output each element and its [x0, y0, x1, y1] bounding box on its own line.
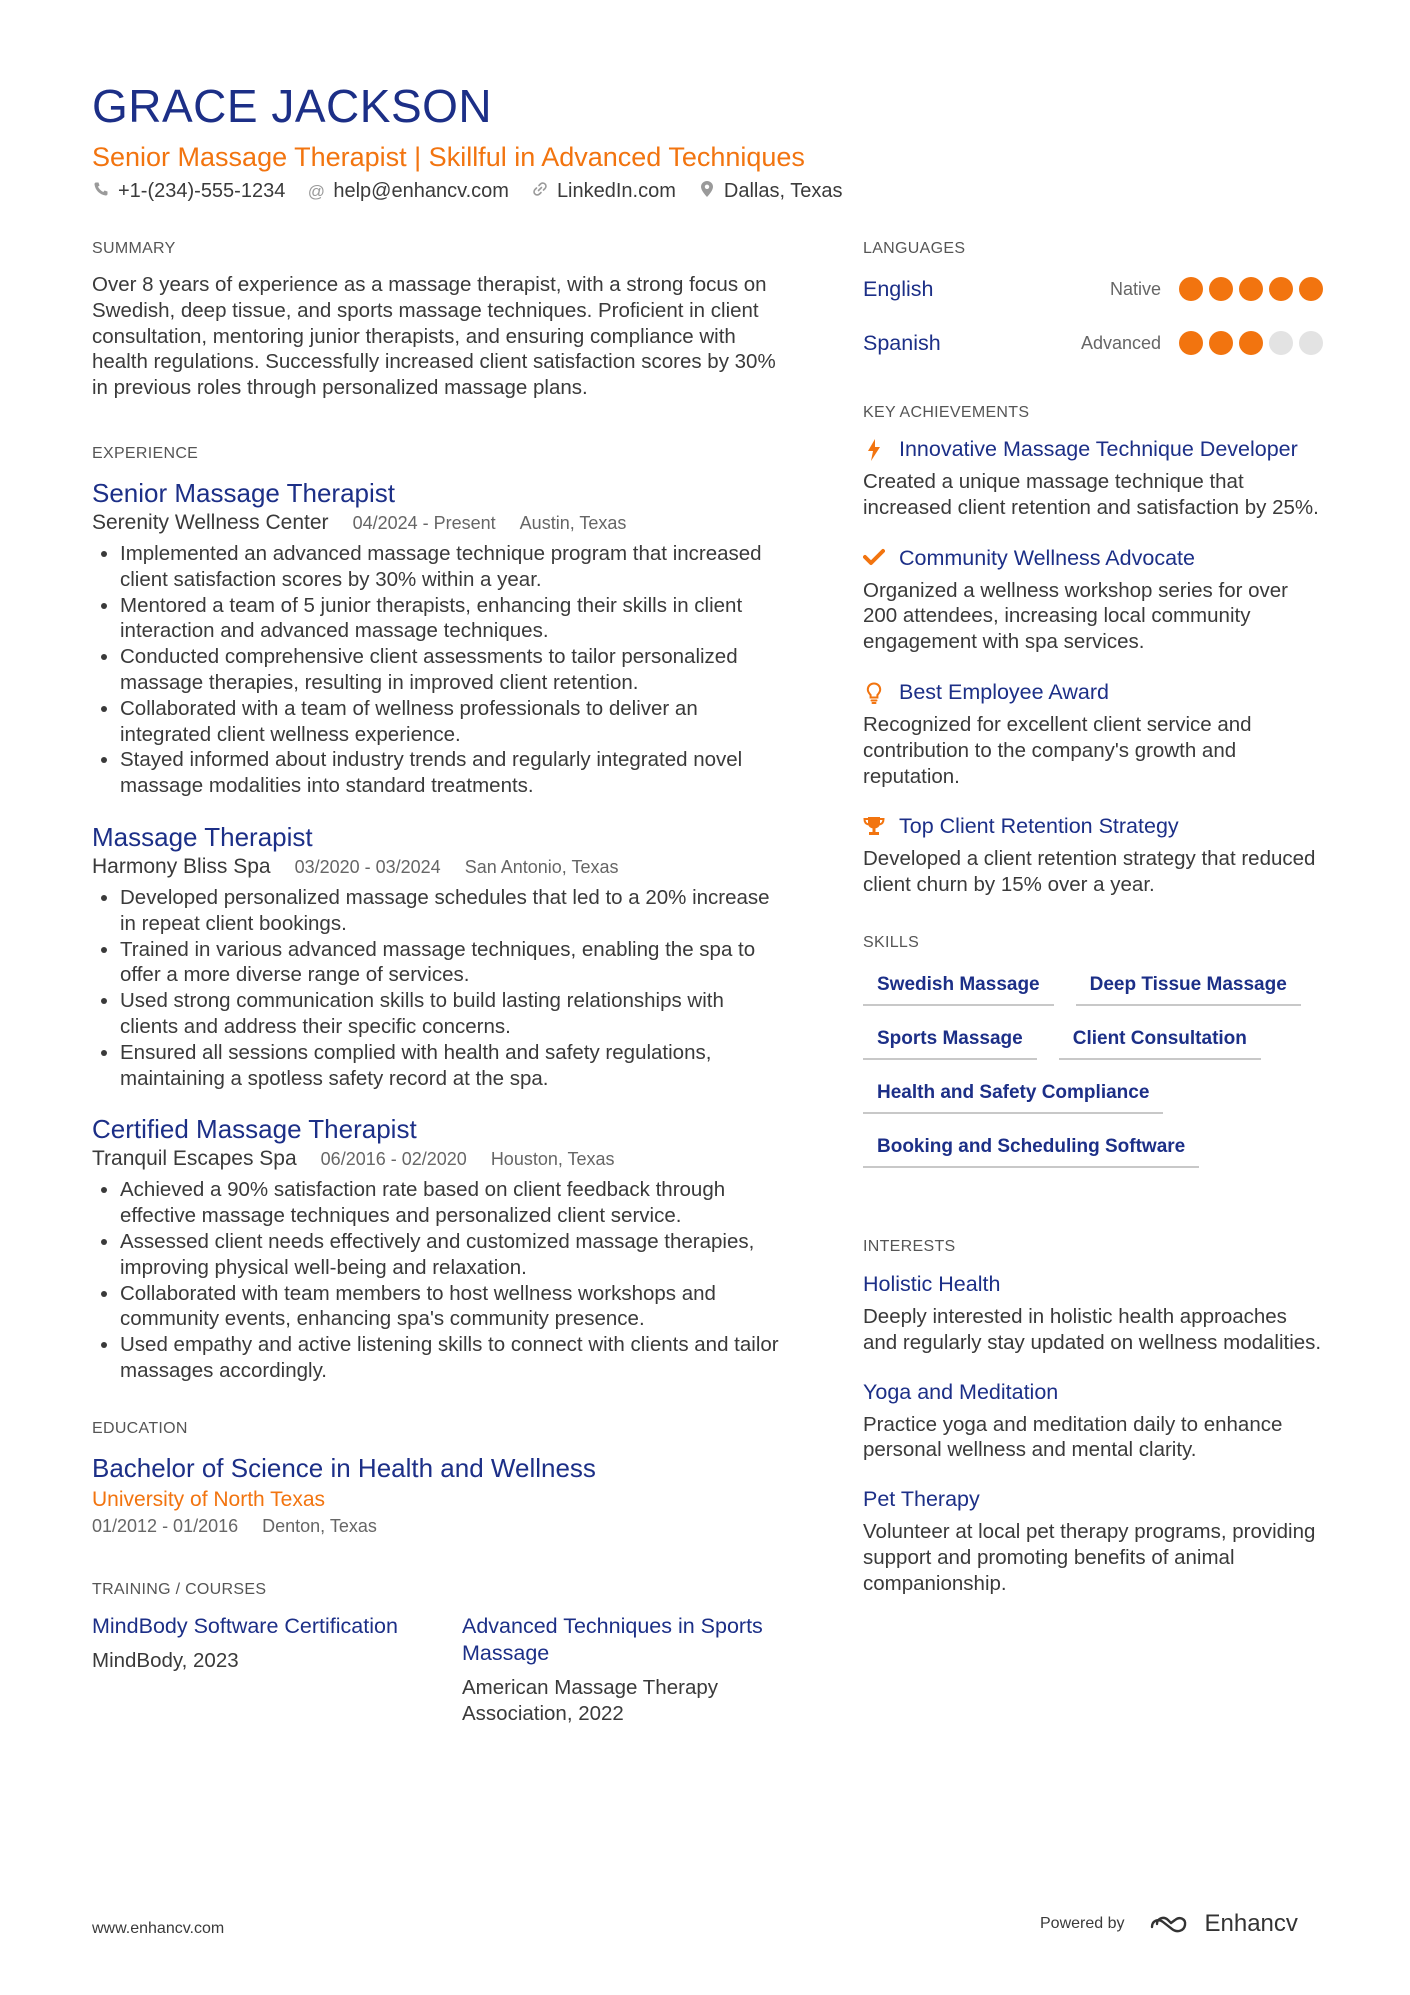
interests-section — [863, 1238, 1323, 1597]
training-section — [92, 1581, 782, 1727]
course-item — [92, 1613, 402, 1727]
experience-section — [92, 445, 782, 1384]
language-item — [863, 262, 1323, 316]
interest-item — [863, 1485, 1323, 1596]
skill-tag: Deep Tissue Massage — [1076, 974, 1301, 1006]
rating-dot-filled — [1299, 277, 1323, 301]
bullet: • Collaborated with a team of wellness professionals to deliver an integrated client wellness experience. — [120, 696, 782, 748]
rating-dot-empty — [1269, 331, 1293, 355]
education-section — [92, 1420, 782, 1537]
summary-heading: SUMMARY — [92, 240, 176, 257]
bullet: • Trained in various advanced massage techniques, enabling the spa to offer a more diverse range of services. — [120, 937, 782, 989]
brand-name: Enhancv — [1204, 1910, 1298, 1937]
job-meta — [92, 1147, 782, 1171]
achievement-header — [863, 545, 1323, 572]
achievement-desc: Developed a client retention strategy that reduced client churn by 15% over a year. — [863, 847, 1316, 897]
skill-tag: Booking and Scheduling Software — [863, 1136, 1199, 1168]
course-list — [92, 1613, 782, 1727]
job-dates: 03/2020 - 03/2024 — [294, 856, 441, 877]
achievement-title: Community Wellness Advocate — [899, 545, 1195, 570]
course-item — [462, 1613, 772, 1727]
skill-tag: Health and Safety Compliance — [863, 1082, 1163, 1114]
interest-title: Pet Therapy — [863, 1487, 980, 1512]
job-bullets — [92, 885, 782, 1091]
training-heading: TRAINING / COURSES — [92, 1580, 267, 1598]
lightbulb-icon — [863, 679, 885, 704]
job-meta — [92, 511, 782, 535]
interest-desc: Volunteer at local pet therapy programs, providing support and promoting benefits of animal companionship. — [863, 1520, 1316, 1595]
achievement-item — [863, 679, 1323, 789]
achievement-header — [863, 813, 1323, 840]
achievement-desc: Organized a wellness workshop series for over 200 attendees, increasing local community engagement with spa services. — [863, 578, 1288, 654]
right-column — [863, 240, 1323, 1619]
skill-tag: Client Consultation — [1059, 1028, 1261, 1060]
education-location: Denton, Texas — [262, 1515, 377, 1536]
degree-title: Bachelor of Science in Health and Wellness — [92, 1452, 596, 1483]
interest-item — [863, 1378, 1323, 1464]
achievements-heading: KEY ACHIEVEMENTS — [863, 404, 1030, 421]
education-meta — [92, 1516, 782, 1537]
rating-dot-filled — [1209, 277, 1233, 301]
bullet: • Used empathy and active listening skills to connect with clients and tailor massages accordingly. — [120, 1332, 782, 1384]
achievement-item — [863, 545, 1323, 655]
contact-email — [307, 180, 509, 203]
job-title: Massage Therapist — [92, 821, 313, 852]
contact-linkedin-text[interactable]: LinkedIn.com — [556, 180, 676, 202]
rating-dot-filled — [1239, 277, 1263, 301]
bullet: • Used strong communication skills to build lasting relationships with clients and address their specific concerns. — [120, 988, 782, 1040]
languages-heading: LANGUAGES — [863, 240, 966, 257]
achievement-header — [863, 436, 1323, 463]
left-column — [92, 240, 782, 1726]
bullet: • Implemented an advanced massage technique program that increased client satisfaction scores by 30% within a year. — [120, 541, 782, 593]
experience-item — [92, 1113, 782, 1383]
language-item — [863, 316, 1323, 370]
contact-phone-text[interactable]: +1-(234)-555-1234 — [118, 180, 286, 202]
brand-logo[interactable] — [1149, 1910, 1298, 1938]
job-dates: 04/2024 - Present — [352, 512, 496, 533]
rating-dot-filled — [1239, 331, 1263, 355]
powered-by-label: Powered by — [1040, 1915, 1125, 1932]
achievement-header — [863, 679, 1323, 706]
skills-heading: SKILLS — [863, 933, 920, 951]
experience-item — [92, 477, 782, 799]
bullet: • Developed personalized massage schedules that led to a 20% increase in repeat client bookings. — [120, 885, 782, 937]
bullet: • Ensured all sessions complied with health and safety regulations, maintaining a spotless safety record at the spa. — [120, 1040, 782, 1092]
contact-linkedin — [531, 180, 676, 203]
course-provider: MindBody, 2023 — [92, 1648, 239, 1672]
achievement-desc: Created a unique massage technique that increased client retention and satisfaction by 25%. — [863, 470, 1319, 519]
interest-item — [863, 1270, 1323, 1356]
skill-tag: Sports Massage — [863, 1028, 1037, 1060]
at-icon: @ — [307, 181, 325, 201]
bullet: • Assessed client needs effectively and customized massage therapies, improving physical well-being and relaxation. — [120, 1229, 782, 1281]
achievement-item — [863, 813, 1323, 898]
phone-icon — [92, 181, 110, 202]
job-location: Houston, Texas — [490, 1149, 615, 1170]
job-meta — [92, 855, 782, 879]
footer-branding — [1040, 1910, 1298, 1938]
job-location: Austin, Texas — [519, 512, 627, 533]
enhancv-logo-icon — [1149, 1912, 1195, 1936]
bullet: • Stayed informed about industry trends and regularly integrated novel massage modalities into standard treatments. — [120, 747, 782, 799]
interest-desc: Deeply interested in holistic health approaches and regularly stay updated on wellness modalities. — [863, 1304, 1322, 1354]
job-bullets — [92, 1177, 782, 1383]
school-name: University of North Texas — [92, 1487, 326, 1511]
experience-item — [92, 821, 782, 1091]
footer-website[interactable]: www.enhancv.com — [92, 1920, 225, 1937]
achievement-title: Innovative Massage Technique Developer — [899, 437, 1298, 461]
rating-dot-filled — [1179, 331, 1203, 355]
languages-section — [863, 240, 1323, 370]
language-level: Native — [1109, 278, 1161, 299]
contact-location-text: Dallas, Texas — [723, 180, 843, 202]
course-title: MindBody Software Certification — [92, 1613, 398, 1638]
achievement-desc: Recognized for excellent client service and contribution to the company's growth and reputation. — [863, 712, 1252, 788]
language-level: Advanced — [1080, 332, 1161, 353]
language-name: English — [863, 276, 934, 301]
interest-title: Yoga and Meditation — [863, 1379, 1059, 1404]
language-rating — [1179, 277, 1323, 301]
company-name: Tranquil Escapes Spa — [92, 1147, 297, 1171]
rating-dot-filled — [1209, 331, 1233, 355]
job-title: Certified Massage Therapist — [92, 1114, 417, 1145]
bullet: • Conducted comprehensive client assessments to tailor personalized massage therapies, resulting in improved client retention. — [120, 644, 782, 696]
rating-dot-empty — [1299, 331, 1323, 355]
achievements-section — [863, 404, 1323, 898]
rating-dot-filled — [1269, 277, 1293, 301]
location-pin-icon — [698, 180, 716, 203]
trophy-icon — [863, 813, 885, 836]
course-provider: American Massage Therapy Association, 2022 — [462, 1675, 718, 1725]
skill-list — [863, 974, 1333, 1168]
job-title: Senior Massage Therapist — [92, 477, 396, 508]
bullet: • Achieved a 90% satisfaction rate based on client feedback through effective massage techniques and personalized client service. — [120, 1177, 782, 1229]
job-dates: 06/2016 - 02/2020 — [320, 1149, 467, 1170]
course-title: Advanced Techniques in Sports Massage — [462, 1613, 763, 1665]
bullet: • Mentored a team of 5 junior therapists, enhancing their skills in client interaction and advanced massage techniques. — [120, 593, 782, 645]
education-heading: EDUCATION — [92, 1419, 188, 1437]
candidate-title: Senior Massage Therapist | Skillful in Advanced Techniques — [92, 142, 805, 172]
contact-phone — [92, 180, 285, 203]
interests-heading: INTERESTS — [863, 1237, 956, 1255]
summary-text: Over 8 years of experience as a massage therapist, with a strong focus on Swedish, deep tissue, and sports massage techniques. Proficient in client consultation, mentoring junior therapists, and ensuring compliance with health regulations. Successfully increased client satisfaction scores by 30% in previous roles through personalized massage plans. — [92, 273, 776, 400]
achievement-item — [863, 436, 1323, 521]
bullet: • Collaborated with team members to host wellness workshops and community events, enhancing spa's community presence. — [120, 1281, 782, 1333]
lightning-icon — [863, 436, 885, 461]
resume-header — [92, 78, 1322, 203]
checkmark-icon — [863, 545, 885, 566]
skill-tag: Swedish Massage — [863, 974, 1054, 1006]
contact-email-text[interactable]: help@enhancv.com — [333, 180, 509, 202]
achievement-title: Top Client Retention Strategy — [899, 814, 1179, 839]
interest-desc: Practice yoga and meditation daily to enhance personal wellness and mental clarity. — [863, 1412, 1283, 1462]
experience-heading: EXPERIENCE — [92, 444, 199, 462]
candidate-name: GRACE JACKSON — [92, 80, 493, 132]
education-dates: 01/2012 - 01/2016 — [92, 1515, 239, 1536]
interest-title: Holistic Health — [863, 1271, 1001, 1296]
language-name: Spanish — [863, 330, 941, 355]
skills-section — [863, 934, 1323, 1168]
company-name: Serenity Wellness Center — [92, 510, 329, 534]
summary-section — [92, 240, 782, 401]
link-icon — [531, 181, 549, 202]
company-name: Harmony Bliss Spa — [92, 854, 271, 878]
contact-info — [92, 180, 1322, 203]
job-bullets — [92, 541, 782, 799]
contact-location — [698, 180, 843, 203]
language-rating — [1179, 331, 1323, 355]
job-location: San Antonio, Texas — [464, 856, 619, 877]
achievement-title: Best Employee Award — [899, 679, 1109, 704]
rating-dot-filled — [1179, 277, 1203, 301]
